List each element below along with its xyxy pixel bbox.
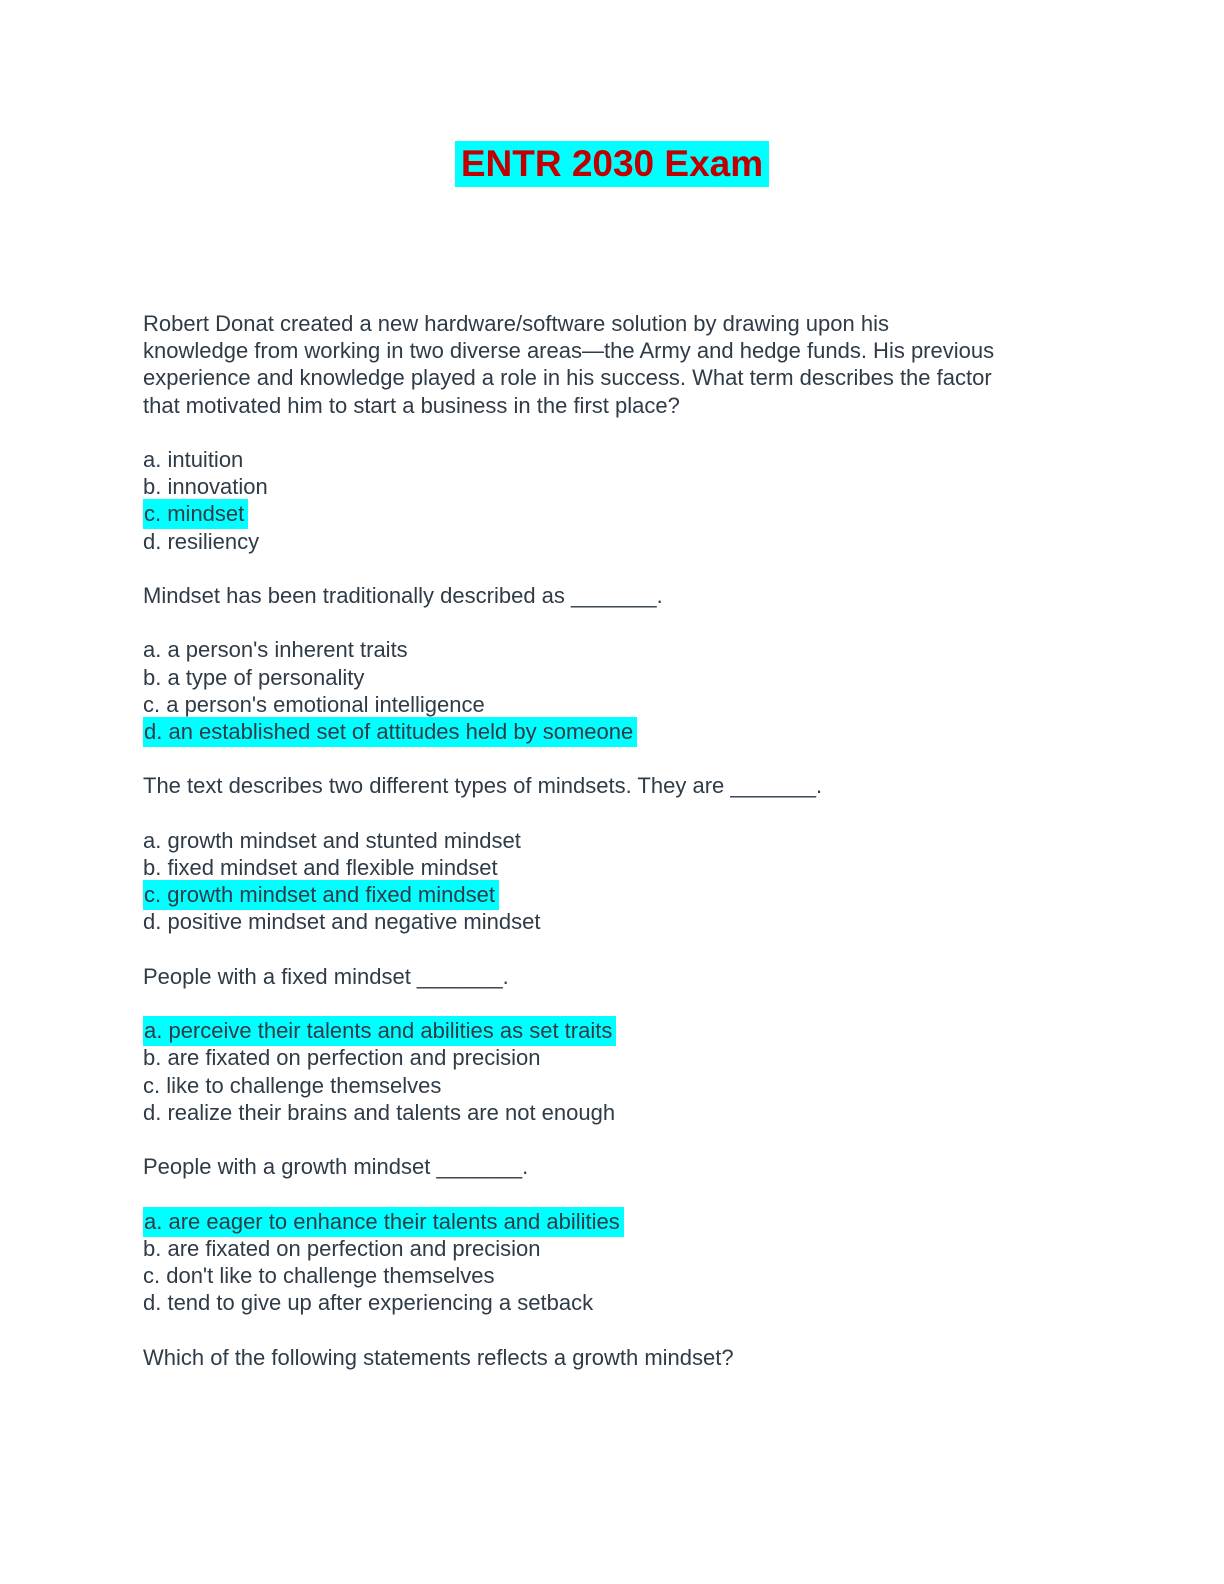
answer-options <box>143 1017 1081 1126</box>
question-block <box>143 1153 1081 1316</box>
answer-option <box>143 473 1081 500</box>
answer-option-text: a. are eager to enhance their talents and abilities <box>143 1207 624 1237</box>
question-block <box>143 310 1081 555</box>
answer-option-text: b. are fixated on perfection and precision <box>143 1235 541 1261</box>
answer-option <box>143 528 1081 555</box>
question-prompt <box>143 582 1081 609</box>
title-spacer <box>143 183 1081 310</box>
answer-option <box>143 1208 1081 1235</box>
answer-option-text: a. a person's inherent traits <box>143 637 408 663</box>
answer-option <box>143 636 1081 663</box>
answer-option <box>143 446 1081 473</box>
answer-option-text: b. a type of personality <box>143 664 365 690</box>
question-prompt-line: knowledge from working in two diverse areas—the Army and hedge funds. His previous <box>143 338 995 364</box>
answer-options <box>143 1208 1081 1317</box>
answer-option <box>143 908 1081 935</box>
answer-option <box>143 691 1081 718</box>
answer-option <box>143 1017 1081 1044</box>
question-prompt-line: People with a fixed mindset _______. <box>143 963 509 989</box>
question-prompt <box>143 310 1081 419</box>
answer-option-text: d. tend to give up after experiencing a setback <box>143 1290 594 1316</box>
question-block <box>143 963 1081 1126</box>
answer-option-text: c. a person's emotional intelligence <box>143 691 485 717</box>
answer-option-text: c. like to challenge themselves <box>143 1072 442 1098</box>
answer-options <box>143 446 1081 555</box>
answer-option <box>143 718 1081 745</box>
question-block <box>143 772 1081 935</box>
question-prompt <box>143 1344 1081 1371</box>
answer-option <box>143 1262 1081 1289</box>
answer-option-text: c. don't like to challenge themselves <box>143 1262 495 1288</box>
question-prompt <box>143 1153 1081 1180</box>
answer-option <box>143 1289 1081 1316</box>
answer-option-text: c. mindset <box>143 499 248 529</box>
question-prompt-line: People with a growth mindset _______. <box>143 1154 529 1180</box>
answer-option <box>143 500 1081 527</box>
answer-option-text: a. intuition <box>143 447 244 472</box>
question-prompt-line: experience and knowledge played a role in his success. What term describes the factor <box>143 365 992 391</box>
answer-option <box>143 881 1081 908</box>
question-prompt <box>143 772 1081 799</box>
answer-option-text: d. positive mindset and negative mindset <box>143 909 541 935</box>
question-prompt <box>143 963 1081 990</box>
exam-title <box>143 144 1081 183</box>
answer-option <box>143 1235 1081 1262</box>
question-block <box>143 1344 1081 1371</box>
answer-option-text: a. perceive their talents and abilities as set traits <box>143 1016 616 1046</box>
question-prompt-line: Which of the following statements reflects a growth mindset? <box>143 1344 734 1370</box>
answer-option <box>143 854 1081 881</box>
answer-option-text: b. are fixated on perfection and precision <box>143 1045 541 1071</box>
answer-option-text: d. resiliency <box>143 528 260 554</box>
question-prompt-line: The text describes two different types of mindsets. They are _______. <box>143 773 823 799</box>
question-prompt-line: that motivated him to start a business in the first place? <box>143 392 680 418</box>
answer-option <box>143 1044 1081 1071</box>
answer-option-text: d. an established set of attitudes held by someone <box>143 717 637 747</box>
answer-option-text: d. realize their brains and talents are not enough <box>143 1099 616 1125</box>
exam-title-text: ENTR 2030 Exam <box>455 141 769 187</box>
answer-options <box>143 827 1081 936</box>
answer-options <box>143 636 1081 745</box>
answer-option <box>143 1099 1081 1126</box>
answer-option <box>143 1072 1081 1099</box>
answer-option-text: a. growth mindset and stunted mindset <box>143 827 521 853</box>
answer-option <box>143 664 1081 691</box>
question-prompt-line: Robert Donat created a new hardware/software solution by drawing upon his <box>143 311 889 336</box>
question-block <box>143 582 1081 745</box>
answer-option-text: b. innovation <box>143 474 268 500</box>
question-prompt-line: Mindset has been traditionally described as _______. <box>143 583 663 608</box>
answer-option-text: b. fixed mindset and flexible mindset <box>143 854 498 880</box>
answer-option-text: c. growth mindset and fixed mindset <box>143 880 499 910</box>
answer-option <box>143 827 1081 854</box>
